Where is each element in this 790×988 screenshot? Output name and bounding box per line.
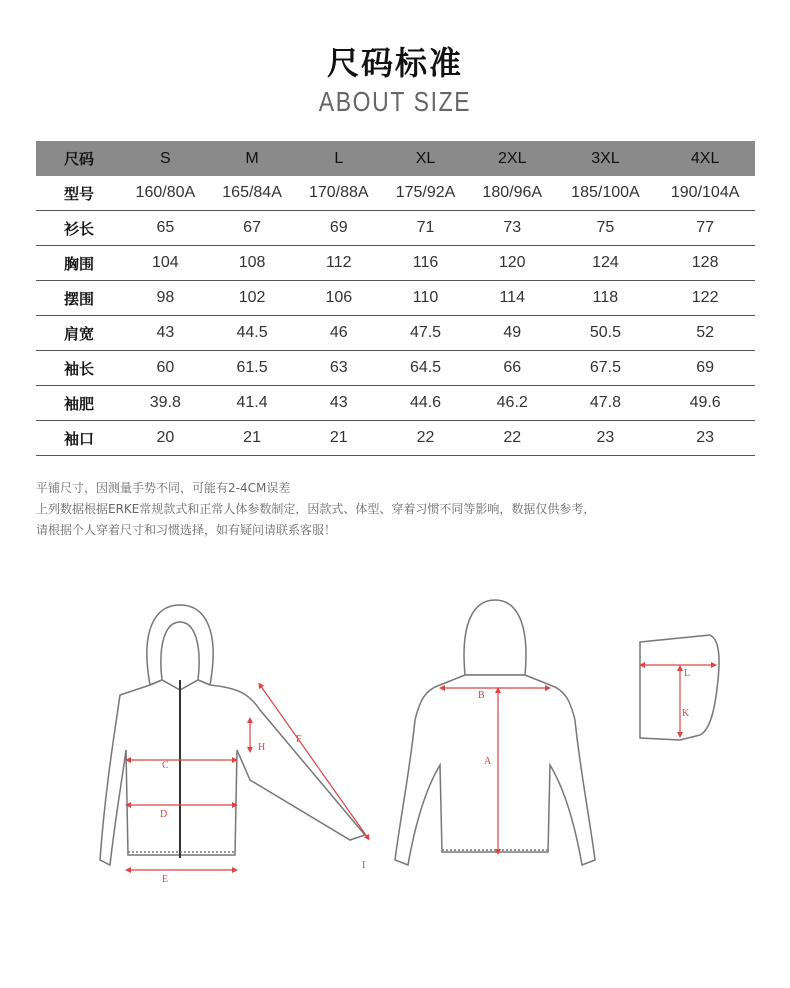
row-label: 袖肥 [36, 386, 122, 421]
table-cell: 73 [469, 211, 556, 246]
table-row [36, 176, 755, 211]
table-cell: 22 [382, 421, 469, 456]
table-row [36, 351, 755, 386]
table-cell: 106 [295, 281, 382, 316]
note-line: 平铺尺寸，因测量手势不同，可能有2-4CM误差 [36, 481, 291, 495]
table-cell: 41.4 [209, 386, 296, 421]
table-cell: 98 [122, 281, 209, 316]
table-cell: 22 [469, 421, 556, 456]
header-cell: S [122, 141, 209, 176]
table-cell: 47.8 [556, 386, 656, 421]
table-cell: 69 [655, 351, 755, 386]
row-label: 袖口 [36, 421, 122, 456]
label-a: A [484, 756, 492, 767]
label-f: F [296, 734, 302, 745]
table-cell: 65 [122, 211, 209, 246]
table-cell: 120 [469, 246, 556, 281]
label-d: D [160, 809, 168, 820]
table-cell: 64.5 [382, 351, 469, 386]
table-row [36, 386, 755, 421]
table-cell: 128 [655, 246, 755, 281]
header-cell: L [295, 141, 382, 176]
table-cell: 21 [295, 421, 382, 456]
table-cell: 67.5 [556, 351, 656, 386]
header-cell: M [209, 141, 296, 176]
table-cell: 185/100A [556, 176, 656, 211]
row-label: 胸围 [36, 246, 122, 281]
table-cell: 170/88A [295, 176, 382, 211]
table-cell: 175/92A [382, 176, 469, 211]
table-cell: 47.5 [382, 316, 469, 351]
table-cell: 160/80A [122, 176, 209, 211]
measurement-diagram [70, 590, 730, 890]
table-cell: 165/84A [209, 176, 296, 211]
table-cell: 44.6 [382, 386, 469, 421]
table-cell: 61.5 [209, 351, 296, 386]
table-cell: 190/104A [655, 176, 755, 211]
header-cell: 4XL [655, 141, 755, 176]
label-l: L [684, 668, 691, 679]
table-cell: 44.5 [209, 316, 296, 351]
table-cell: 46.2 [469, 386, 556, 421]
table-cell: 112 [295, 246, 382, 281]
header-cell: 3XL [556, 141, 656, 176]
table-cell: 102 [209, 281, 296, 316]
table-cell: 75 [556, 211, 656, 246]
table-cell: 23 [556, 421, 656, 456]
row-label: 衫长 [36, 211, 122, 246]
table-cell: 114 [469, 281, 556, 316]
row-label: 摆围 [36, 281, 122, 316]
header-cell: 2XL [469, 141, 556, 176]
table-cell: 49 [469, 316, 556, 351]
table-cell: 52 [655, 316, 755, 351]
table-row [36, 281, 755, 316]
page-title: 尺码标准 [326, 44, 463, 82]
label-e: E [162, 874, 169, 885]
size-notes [36, 478, 595, 541]
header-cell: XL [382, 141, 469, 176]
table-cell: 180/96A [469, 176, 556, 211]
table-cell: 77 [655, 211, 755, 246]
note-line: 上列数据根据ERKE常规款式和正常人体参数制定，因款式、体型、穿着习惯不同等影响，数据仅供参考， [36, 502, 596, 516]
table-row [36, 211, 755, 246]
table-cell: 39.8 [122, 386, 209, 421]
table-cell: 124 [556, 246, 656, 281]
table-cell: 49.6 [655, 386, 755, 421]
label-h: H [258, 742, 266, 753]
label-c: C [162, 760, 169, 771]
row-label: 袖长 [36, 351, 122, 386]
table-cell: 104 [122, 246, 209, 281]
table-cell: 69 [295, 211, 382, 246]
table-cell: 60 [122, 351, 209, 386]
table-row [36, 246, 755, 281]
size-table [36, 141, 755, 456]
table-cell: 21 [209, 421, 296, 456]
row-label: 肩宽 [36, 316, 122, 351]
label-i: I [362, 860, 366, 871]
label-k: K [682, 708, 690, 719]
table-header-row [36, 141, 755, 176]
table-cell: 43 [295, 386, 382, 421]
table-row [36, 316, 755, 351]
note-line: 请根据个人穿着尺寸和习惯选择，如有疑问请联系客服！ [36, 523, 337, 537]
table-cell: 50.5 [556, 316, 656, 351]
front-jacket-drawing [100, 605, 365, 865]
table-cell: 116 [382, 246, 469, 281]
row-label: 型号 [36, 176, 122, 211]
table-cell: 20 [122, 421, 209, 456]
table-cell: 43 [122, 316, 209, 351]
table-cell: 71 [382, 211, 469, 246]
table-cell: 46 [295, 316, 382, 351]
back-jacket-drawing [395, 600, 595, 865]
table-cell: 67 [209, 211, 296, 246]
table-cell: 118 [556, 281, 656, 316]
table-cell: 110 [382, 281, 469, 316]
label-b: B [478, 690, 485, 701]
table-cell: 66 [469, 351, 556, 386]
page-subtitle: ABOUT SIZE [318, 86, 472, 117]
table-cell: 23 [655, 421, 755, 456]
table-cell: 122 [655, 281, 755, 316]
table-cell: 63 [295, 351, 382, 386]
header-cell: 尺码 [36, 141, 122, 176]
table-cell: 108 [209, 246, 296, 281]
table-row [36, 421, 755, 456]
